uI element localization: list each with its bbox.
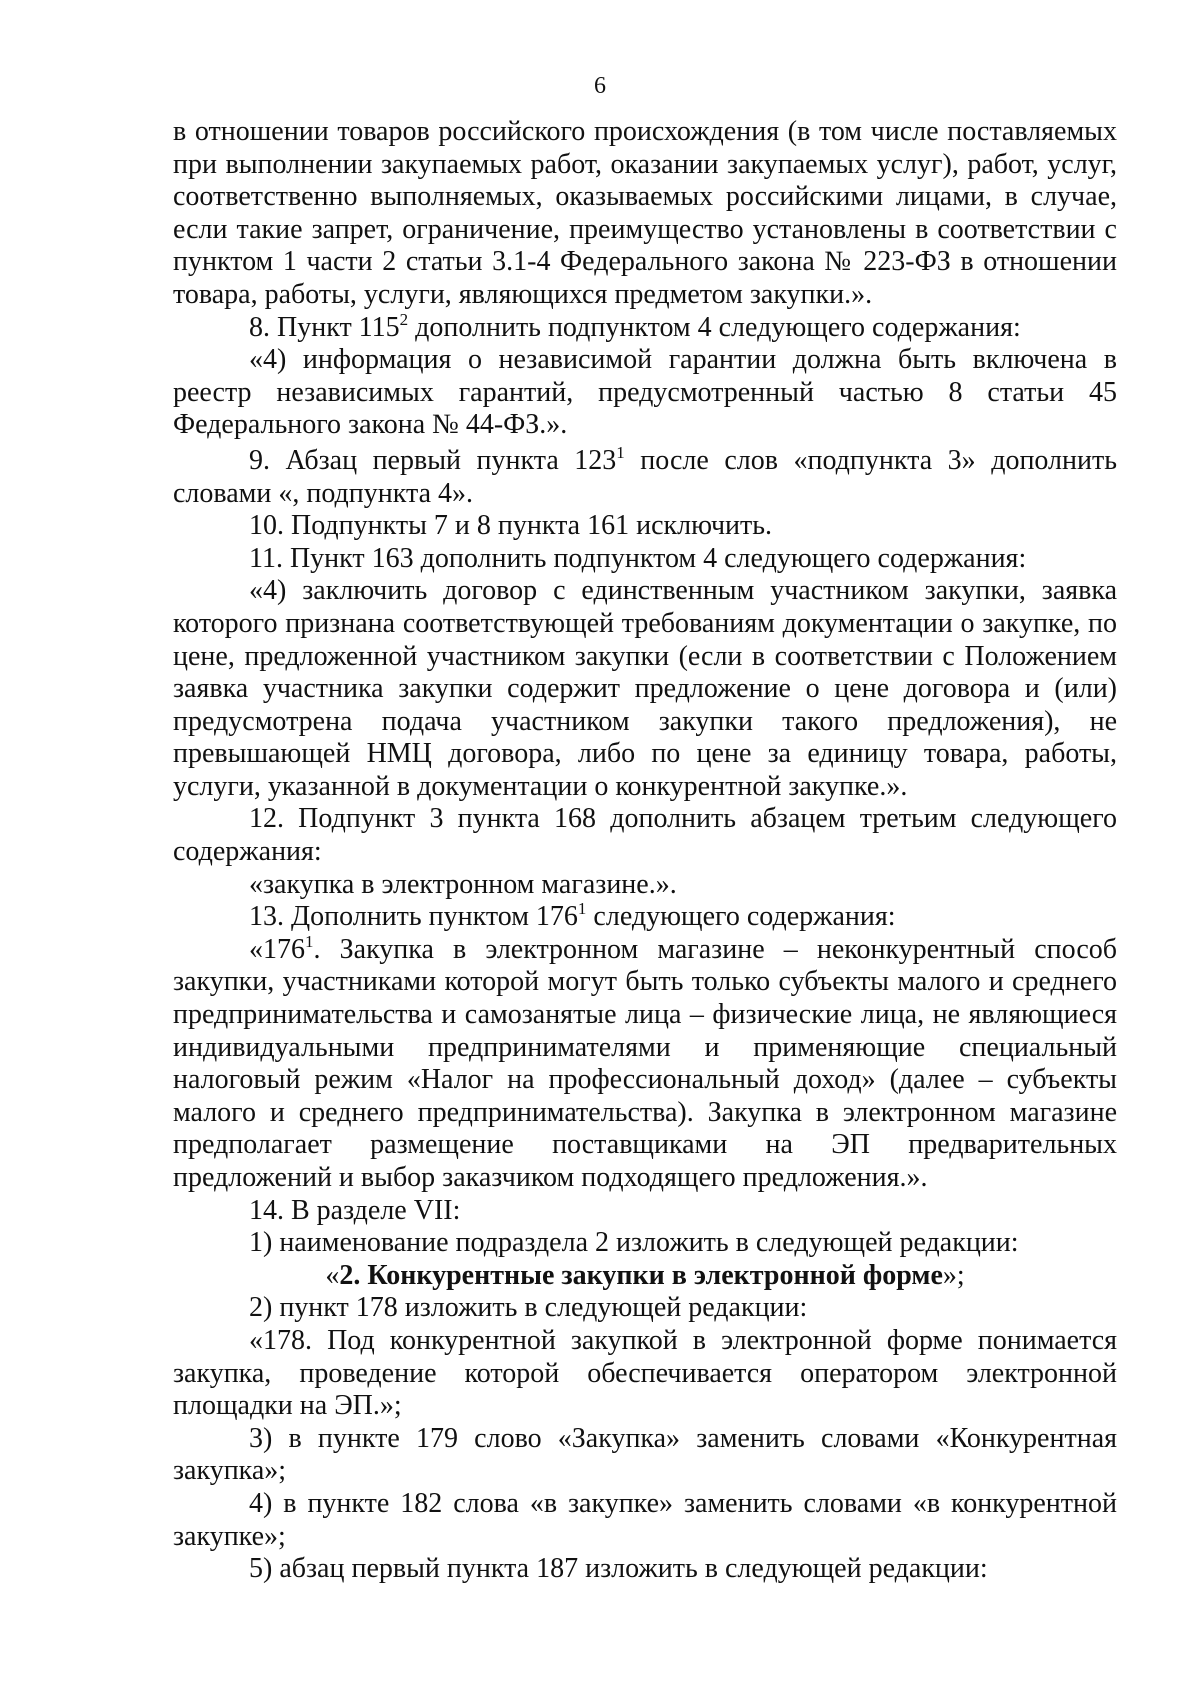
superscript: 1 xyxy=(577,899,587,919)
paragraph-item-12-text: «закупка в электронном магазине.». xyxy=(249,868,677,900)
paragraph-item-13 xyxy=(173,901,1117,934)
paragraph-item-12: 12. Подпункт 3 пункта 168 дополнить абзацем третьим следующего содержания: xyxy=(173,803,1117,868)
paragraph-subitem-4: 4) в пункте 182 слова «в закупке» заменить словами «в конкурентной закупке»; xyxy=(173,1487,1117,1552)
superscript: 2 xyxy=(399,309,409,329)
paragraph-item-10: 10. Подпункты 7 и 8 пункта 161 исключить. xyxy=(249,510,773,542)
text-run: . Закупка в электронном магазине – неконкурентный способ закупки, участниками которой могут быть только субъекты малого и среднего предпринимательства и самозанятые лица – физические лица, не являющиеся индивидуальными предпринимателями и применяющие специальный налоговый режим «Налог на профессиональный доход» (далее – субъекты малого и среднего предпринимательства). Закупка в электронном магазине предполагает размещение поставщиками на ЭП предварительных предложений и выбор заказчиком подходящего предложения.». xyxy=(173,933,1117,1193)
text-run: после слов «подпункта 3» дополнить словами «, подпункта 4». xyxy=(173,444,1118,509)
paragraph-item-8-text: «4) информация о независимой гарантии должна быть включена в реестр независимых гарантий, предусмотренный частью 8 статьи 45 Федерального закона № 44-ФЗ.». xyxy=(173,344,1117,441)
text-run: «176 xyxy=(249,933,305,965)
text-run: дополнить подпунктом 4 следующего содержания: xyxy=(408,311,1021,343)
paragraph-subitem-3: 3) в пункте 179 слово «Закупка» заменить словами «Конкурентная закупка»; xyxy=(173,1422,1117,1487)
heading-bold-text: 2. Конкурентные закупки в электронной форме xyxy=(339,1259,943,1291)
paragraph-subitem-2: 2) пункт 178 изложить в следующей редакции: xyxy=(249,1292,808,1324)
paragraph-item-8 xyxy=(173,309,1117,345)
superscript: 1 xyxy=(616,442,625,462)
page-number: 6 xyxy=(594,73,606,99)
paragraph-subitem-1: 1) наименование подраздела 2 изложить в следующей редакции: xyxy=(249,1227,1019,1259)
text-run: « xyxy=(325,1259,340,1291)
text-run: следующего содержания: xyxy=(586,901,896,933)
paragraph-item-13-text xyxy=(173,931,1117,1195)
paragraph-continuation: в отношении товаров российского происхождения (в том числе поставляемых при выполнении закупаемых работ, оказании закупаемых услуг), работ, услуг, соответственно выполняемых, оказываемых российскими лицами, в случае, если такие запрет, ограничение, преимущество установлены в соответствии с пунктом 1 части 2 статьи 3.1-4 Федерального закона № 223-ФЗ в отношении товара, работы, услуги, являющихся предметом закупки.». xyxy=(173,116,1117,310)
paragraph-item-14: 14. В разделе VII: xyxy=(249,1194,461,1226)
subsection-heading xyxy=(173,1260,1117,1293)
paragraph-item-11-text: «4) заключить договор с единственным участником закупки, заявка которого признана соответствующей требованиям документации о закупке, по цене, предложенной участником закупки (если в соответствии с Положением заявка участника закупки содержит предложение о цене договора и (или) предусмотрена подача участником закупки такого предложения), не превышающей НМЦ договора, либо по цене за единицу товара, работы, услуги, указанной в документации о конкурентной закупке.». xyxy=(173,575,1117,802)
text-run: »; xyxy=(942,1259,965,1291)
superscript: 1 xyxy=(305,931,314,951)
text-run: 9. Абзац первый пункта 123 xyxy=(249,444,617,476)
paragraph-item-9 xyxy=(173,442,1118,510)
document-body xyxy=(173,116,1117,1586)
paragraph-subitem-2-text: «178. Под конкурентной закупкой в электронной форме понимается закупка, проведение которой обеспечивается оператором электронной площадки на ЭП.»; xyxy=(173,1324,1117,1422)
paragraph-item-11: 11. Пункт 163 дополнить подпунктом 4 следующего содержания: xyxy=(249,542,1027,574)
text-run: 8. Пункт 115 xyxy=(249,311,400,343)
paragraph-subitem-5: 5) абзац первый пункта 187 изложить в следующей редакции: xyxy=(249,1553,988,1585)
text-run: 13. Дополнить пунктом 176 xyxy=(249,901,578,933)
